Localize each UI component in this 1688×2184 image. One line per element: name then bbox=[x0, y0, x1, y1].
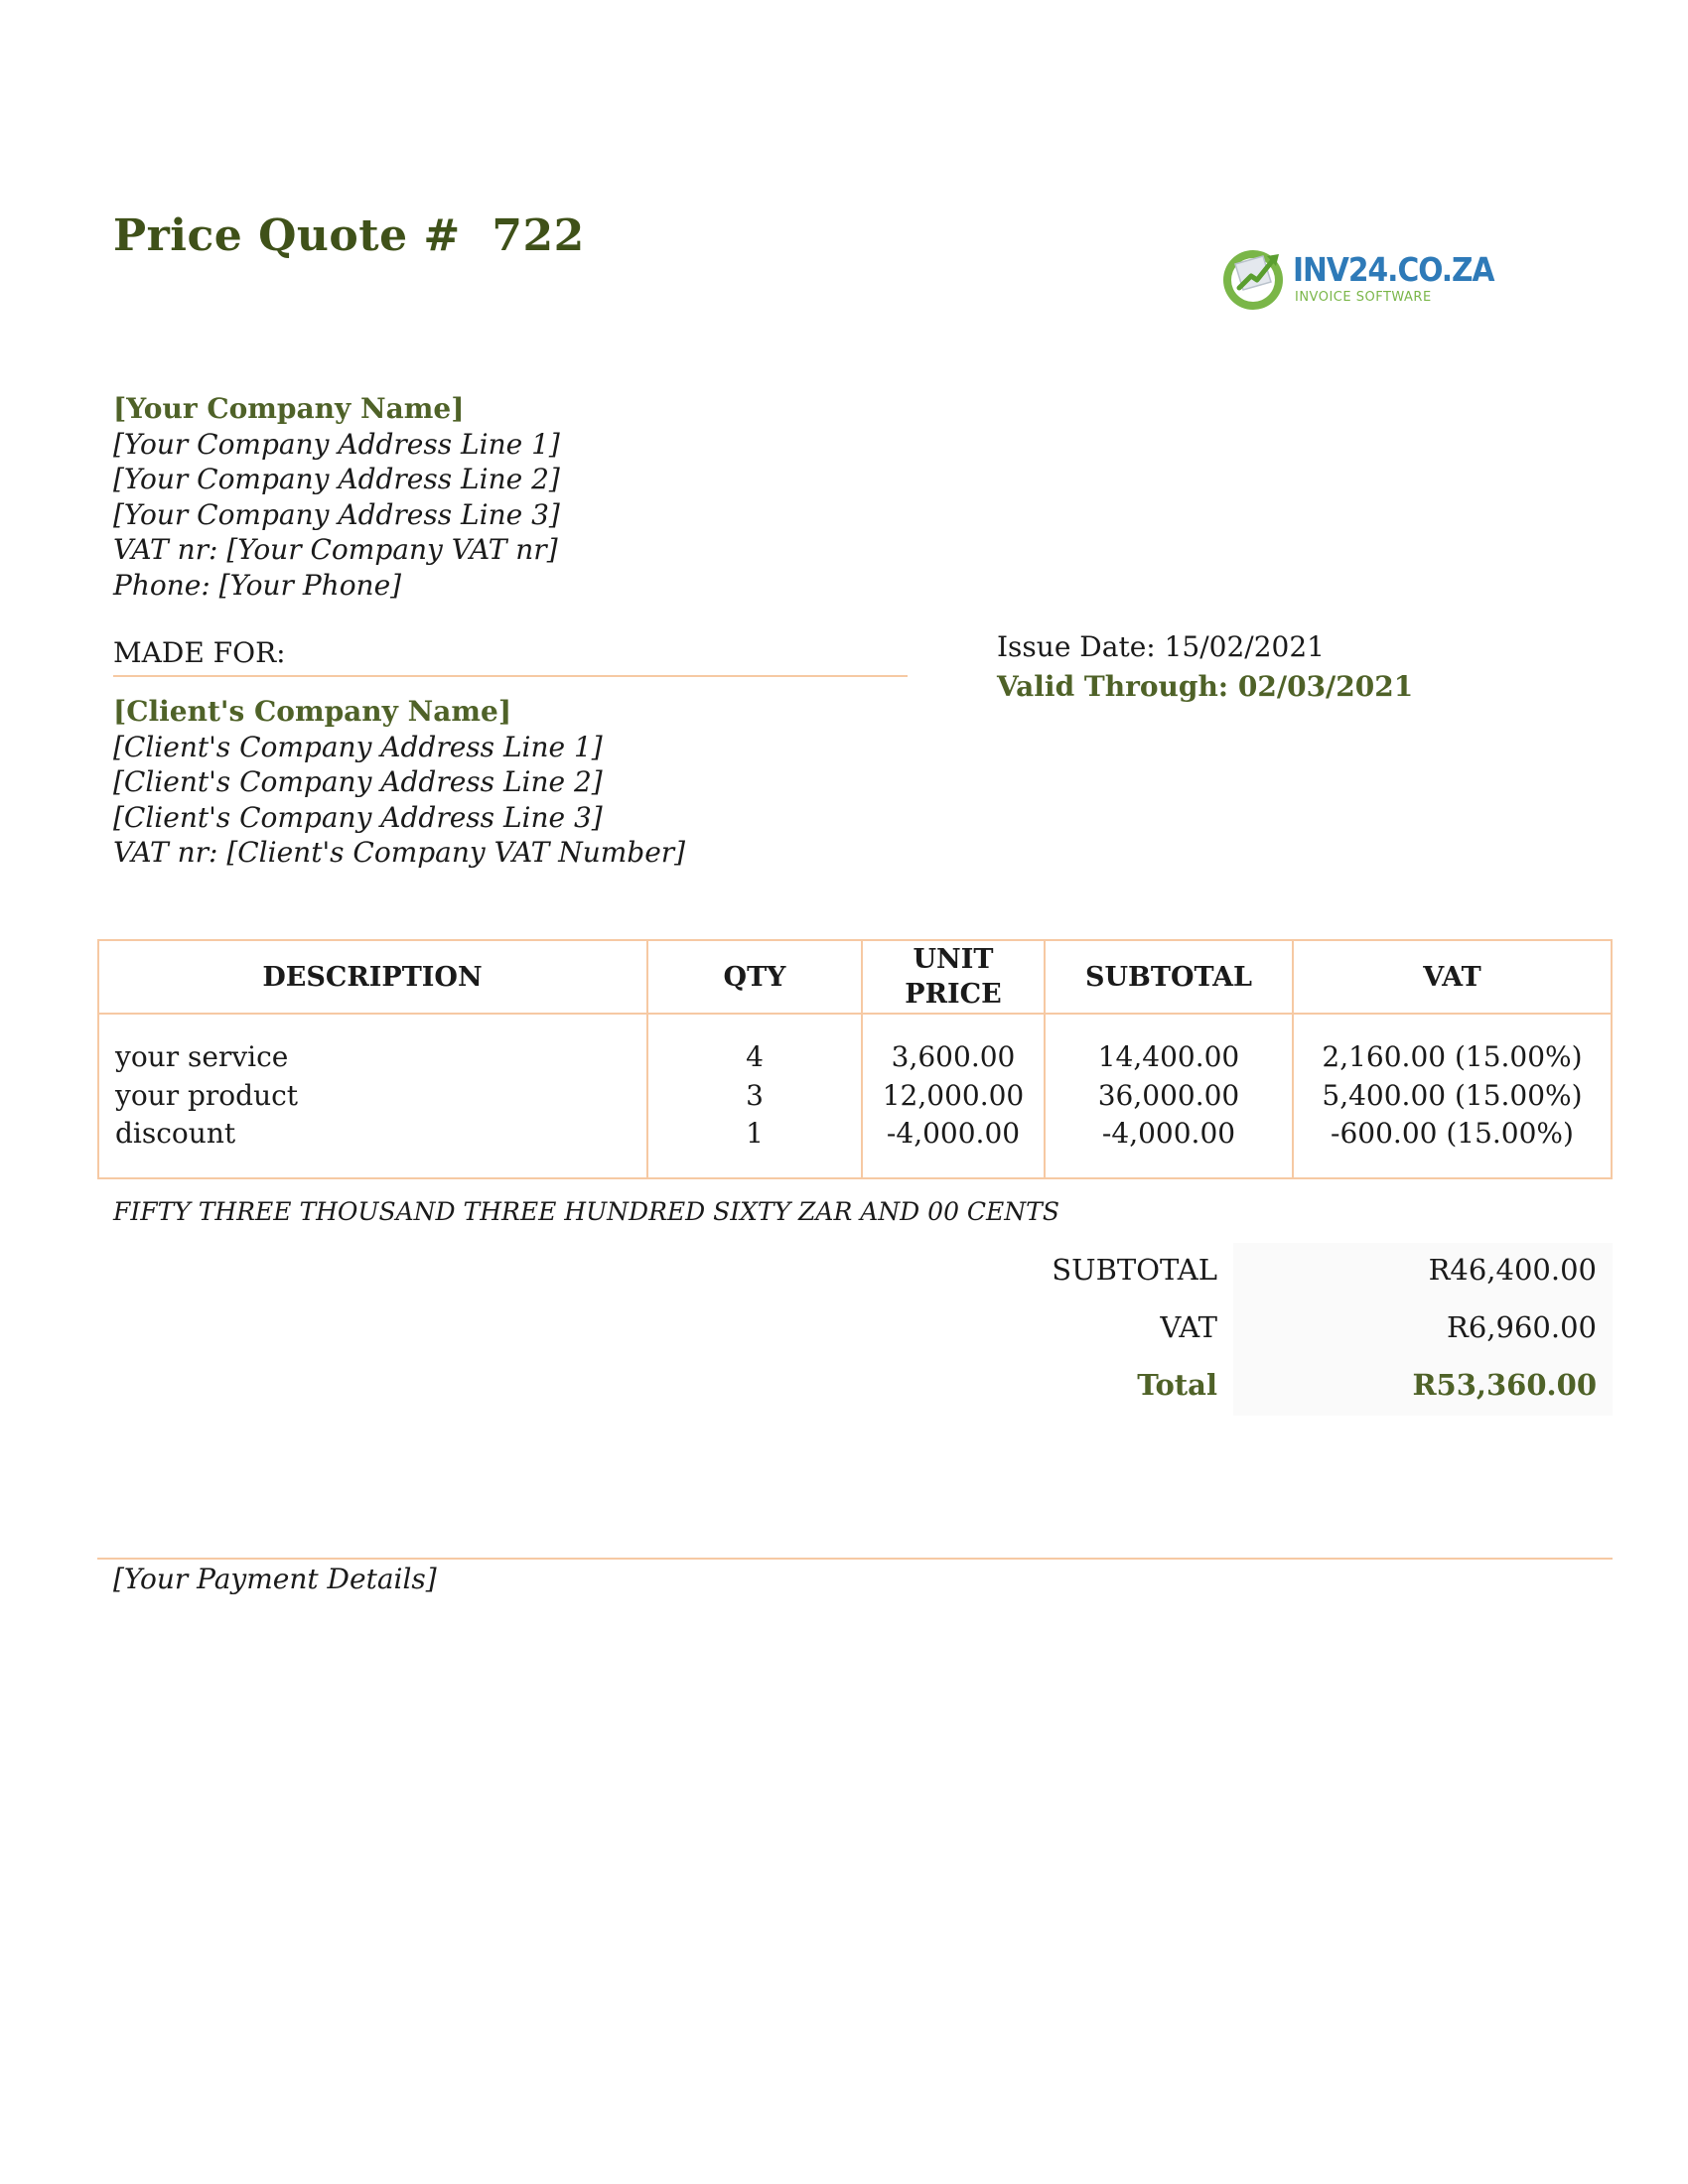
company-address-3: [Your Company Address Line 3] bbox=[113, 497, 560, 531]
table-row-qty: 1 bbox=[746, 1117, 764, 1150]
subtotal-label: SUBTOTAL bbox=[1052, 1253, 1217, 1287]
company-phone: Phone: [Your Phone] bbox=[113, 568, 402, 602]
table-row-vat: 5,400.00 (15.00%) bbox=[1322, 1078, 1583, 1112]
vat-row bbox=[1013, 1300, 1613, 1358]
client-address-2: [Client's Company Address Line 2] bbox=[113, 765, 603, 798]
header-subtotal: SUBTOTAL bbox=[1045, 940, 1293, 1014]
logo-subtitle: INVOICE SOFTWARE bbox=[1295, 290, 1432, 305]
page-title: Price Quote # 722 bbox=[113, 210, 585, 261]
table-row-description: your service bbox=[115, 1040, 289, 1073]
items-table bbox=[97, 939, 1613, 1179]
company-address-2: [Your Company Address Line 2] bbox=[113, 463, 560, 495]
vat-cell bbox=[1293, 1014, 1612, 1178]
client-name: [Client's Company Name] bbox=[113, 695, 512, 728]
table-row-qty: 3 bbox=[746, 1078, 764, 1112]
table-header-row bbox=[98, 940, 1612, 1014]
logo-title: INV24.CO.ZA bbox=[1293, 250, 1494, 289]
header-qty: QTY bbox=[647, 940, 862, 1014]
table-row-subtotal: -4,000.00 bbox=[1101, 1117, 1236, 1150]
total-row bbox=[1013, 1358, 1613, 1416]
table-row-unit-price: 12,000.00 bbox=[882, 1078, 1025, 1112]
table-row-description: discount bbox=[115, 1117, 236, 1150]
table-row-subtotal: 14,400.00 bbox=[1097, 1040, 1240, 1073]
description-cell bbox=[98, 1014, 647, 1178]
subtotal-row bbox=[1013, 1243, 1613, 1300]
company-name: [Your Company Name] bbox=[113, 392, 465, 425]
table-row-vat: -600.00 (15.00%) bbox=[1331, 1117, 1574, 1150]
header-description: DESCRIPTION bbox=[98, 940, 647, 1014]
table-row-subtotal: 36,000.00 bbox=[1097, 1078, 1240, 1112]
company-block bbox=[113, 391, 560, 603]
valid-through: Valid Through: 02/03/2021 bbox=[997, 670, 1414, 703]
box-arrow-logo-icon bbox=[1219, 242, 1291, 314]
header-unit-price bbox=[862, 940, 1045, 1014]
client-address-3: [Client's Company Address Line 3] bbox=[113, 800, 603, 834]
subtotal-cell bbox=[1045, 1014, 1293, 1178]
company-address-1: [Your Company Address Line 1] bbox=[113, 427, 560, 461]
made-for-label: MADE FOR: bbox=[113, 636, 286, 669]
logo bbox=[1219, 242, 1494, 314]
table-row-unit-price: -4,000.00 bbox=[886, 1117, 1021, 1150]
table-row-vat: 2,160.00 (15.00%) bbox=[1322, 1040, 1583, 1073]
table-row-qty: 4 bbox=[746, 1040, 764, 1073]
amount-in-words: FIFTY THREE THOUSAND THREE HUNDRED SIXTY ZAR AND 00 CENTS bbox=[113, 1197, 1059, 1226]
vat-label: VAT bbox=[1160, 1310, 1217, 1344]
table-body-row bbox=[98, 1014, 1612, 1178]
made-for-divider bbox=[113, 675, 908, 677]
client-address-1: [Client's Company Address Line 1] bbox=[113, 730, 603, 763]
client-block bbox=[113, 694, 685, 871]
total-label: Total bbox=[1137, 1368, 1217, 1402]
totals-block bbox=[1013, 1243, 1613, 1416]
table-row-description: your product bbox=[115, 1078, 299, 1112]
dates-block bbox=[997, 627, 1413, 707]
header-vat: VAT bbox=[1293, 940, 1612, 1014]
qty-cell bbox=[647, 1014, 862, 1178]
header-unit-price-line2: PRICE bbox=[905, 979, 1002, 1010]
total-value: R53,360.00 bbox=[1412, 1368, 1597, 1402]
header-unit-price-line1: UNIT bbox=[913, 944, 994, 975]
table-row-unit-price: 3,600.00 bbox=[891, 1040, 1016, 1073]
unit-price-cell bbox=[862, 1014, 1045, 1178]
vat-value: R6,960.00 bbox=[1447, 1310, 1597, 1344]
client-vat: VAT nr: [Client's Company VAT Number] bbox=[113, 836, 686, 869]
payment-details: [Your Payment Details] bbox=[113, 1563, 437, 1595]
payment-divider bbox=[97, 1558, 1613, 1560]
company-vat: VAT nr: [Your Company VAT nr] bbox=[113, 533, 558, 566]
subtotal-value: R46,400.00 bbox=[1428, 1253, 1597, 1287]
issue-date: Issue Date: 15/02/2021 bbox=[997, 630, 1325, 663]
